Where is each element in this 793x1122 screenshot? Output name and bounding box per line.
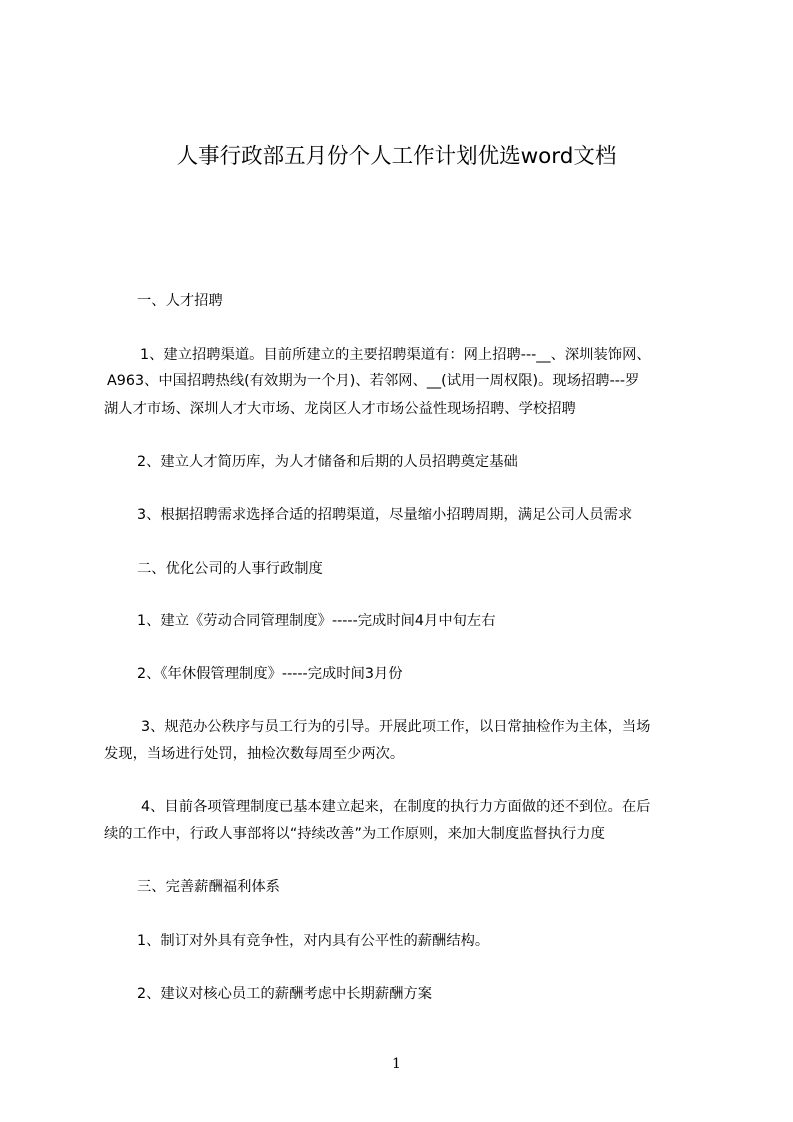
paragraph-line: 续的工作中，行政人事部将以“持续改善”为工作原则，来加大制度监督执行力度 — [104, 826, 605, 842]
paragraph-line: 4、目前各项管理制度已基本建立起来，在制度的执行力方面做的还不到位。在后 — [141, 799, 651, 815]
section-heading-compensation-benefits: 三、完善薪酬福利体系 — [137, 879, 280, 895]
section-heading-talent-recruitment: 一、人才招聘 — [137, 293, 223, 309]
paragraph-line: 2、建议对核心员工的薪酬考虑中长期薪酬方案 — [137, 986, 433, 1002]
paragraph-line: 2、建立人才简历库，为人才储备和后期的人员招聘奠定基础 — [137, 454, 518, 470]
paragraph-line: A963、中国招聘热线(有效期为一个月)、若邻网、__(试用一周权限)。现场招聘---罗 — [107, 373, 640, 389]
section-heading-system-optimization: 二、优化公司的人事行政制度 — [137, 561, 323, 577]
paragraph-line: 1、制订对外具有竞争性，对内具有公平性的薪酬结构。 — [137, 933, 490, 949]
paragraph-line: 发现，当场进行处罚，抽检次数每周至少两次。 — [104, 746, 405, 762]
paragraph-line: 3、根据招聘需求选择合适的招聘渠道，尽量缩小招聘周期，满足公司人员需求 — [137, 507, 633, 523]
paragraph-line: 1、建立《劳动合同管理制度》-----完成时间4月中旬左右 — [137, 613, 496, 629]
paragraph-line: 3、规范办公秩序与员工行为的引导。开展此项工作，以日常抽检作为主体，当场 — [141, 719, 651, 735]
paragraph-line: 湖人才市场、深圳人才大市场、龙岗区人才市场公益性现场招聘、学校招聘 — [104, 401, 576, 417]
paragraph-line: 1、建立招聘渠道。目前所建立的主要招聘渠道有：网上招聘---__、深圳装饰网、 — [140, 347, 651, 363]
page-number: 1 — [392, 1056, 401, 1072]
document-title: 人事行政部五月份个人工作计划优选word文档 — [176, 144, 617, 169]
paragraph-line: 2、《年休假管理制度》-----完成时间3月份 — [137, 666, 403, 682]
